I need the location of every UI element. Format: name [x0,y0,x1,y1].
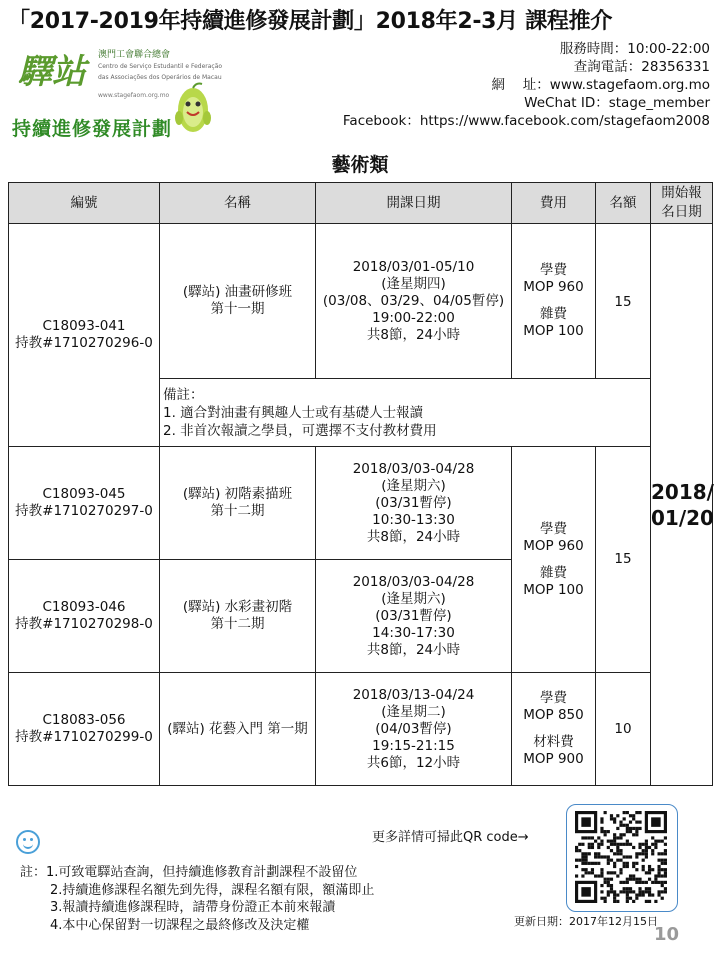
fee-spacer [512,724,595,734]
mascot-icon [170,80,216,136]
shared-quota-cell: 15 [596,447,651,673]
schedule-weekday: (逢星期六) [381,590,446,607]
schedule-weekday: (逢星期二) [381,703,446,720]
course-name-cell [160,447,316,560]
schedule-time: 19:00-22:00 [372,309,455,326]
course-name: (驛站) 油畫研修班 [182,284,293,300]
logo-web: www.stagefaom.org.mo [98,92,170,99]
course-code-cell [9,560,160,673]
schedule-sessions: 共8節，24小時 [366,326,461,343]
wechat-id: WeChat ID：stage_member [524,95,710,111]
misc-fee-amount: MOP 100 [523,581,584,598]
misc-fee-amount: MOP 100 [523,323,584,339]
qr-code-frame[interactable] [566,804,678,912]
schedule-pauses: (03/31暫停) [375,607,452,624]
header-name: 名稱 [160,183,316,224]
start-date-cell [651,224,713,786]
course-code-cell [9,447,160,560]
schedule-sessions: 共8節，24小時 [366,641,461,658]
course-name: (驛站) 水彩畫初階 [182,599,293,615]
course-permit: 持教#1710270297-0 [15,503,153,519]
fee-amount: MOP 850 [523,707,584,723]
course-code-cell [9,673,160,786]
course-name-cell [160,560,316,673]
course-name-cell [160,673,316,786]
page-number: 10 [654,924,680,945]
schedule-pauses: (04/03暫停) [375,720,452,737]
course-schedule-cell [316,447,512,560]
misc-fee-label: 雜費 [540,564,567,581]
schedule-dates: 2018/03/01-05/10 [352,258,475,275]
remark-item: 2. 非首次報讀之學員，可選擇不支付教材費用 [163,422,437,439]
service-hours: 服務時間：10:00-22:00 [559,41,710,57]
header-quota: 名額 [596,183,651,224]
remarks-cell [160,379,651,447]
smiley-icon [16,830,40,854]
remarks-label: 備註： [163,386,204,403]
material-fee-amount: MOP 900 [523,751,584,767]
course-code: C18093-045 [42,486,126,502]
more-info-text: 更多詳情可掃此QR code→ [372,830,529,845]
remark-item: 1. 適合對油畫有興趣人士或有基礎人士報讀 [163,404,424,421]
course-term: 第十一期 [210,301,265,317]
schedule-weekday: (逢星期四) [381,275,446,292]
phone: 查詢電話：28356331 [573,59,710,75]
notes-label: 註： [20,865,47,880]
page-title: 「2017-2019年持續進修發展計劃」2018年2-3月 課程推介 [8,9,613,34]
course-term: 第十二期 [210,616,265,632]
fee-amount: MOP 960 [523,279,584,295]
schedule-sessions: 共6節，12小時 [366,754,461,771]
schedule-dates: 2018/03/03-04/28 [352,460,475,477]
schedule-time: 10:30-13:30 [372,511,455,528]
schedule-weekday: (逢星期六) [381,477,446,494]
course-permit: 持教#1710270298-0 [15,616,153,632]
fee-label: 學費 [540,690,567,706]
schedule-dates: 2018/03/13-04/24 [352,686,475,703]
header-fee: 費用 [512,183,596,224]
updated-date: 更新日期：2017年12月15日 [514,915,658,928]
table-header-row [9,183,713,224]
course-name: (驛站) 花藝入門 第一期 [167,720,308,737]
course-schedule-cell [316,224,512,379]
fee-spacer [512,296,595,306]
table-row [9,224,713,379]
section-title: 藝術類 [331,154,389,176]
logo-org-name: 澳門工會聯合總會 [98,50,171,60]
material-fee-label: 材料費 [533,734,574,750]
logo-mark: 驛站 [18,52,86,92]
fee-label: 學費 [540,520,567,537]
start-date-year: 2018/ [651,479,714,504]
note-item: 3.報讀持續進修課程時，請帶身份證正本前來報讀 [50,900,336,915]
course-quota-cell: 10 [596,673,651,786]
table-row [9,447,713,560]
course-fee-cell [512,224,596,379]
fee-spacer [512,555,595,565]
course-permit: 持教#1710270299-0 [15,729,153,745]
schedule-pauses: (03/08、03/29、04/05暫停) [322,292,505,309]
header-schedule: 開課日期 [316,183,512,224]
start-date-day: 01/20 [651,505,714,530]
logo [12,40,312,140]
schedule-pauses: (03/31暫停) [375,494,452,511]
schedule-time: 19:15-21:15 [372,737,455,754]
logo-org [98,50,228,83]
header-code: 編號 [9,183,160,224]
note-item: 4.本中心保留對一切課程之最終修改及決定權 [50,917,310,933]
contact-info [343,40,710,130]
course-term: 第十二期 [210,503,265,519]
course-code: C18093-041 [42,318,126,334]
course-table [8,182,713,786]
course-code: C18093-046 [42,599,126,615]
misc-fee-label: 雜費 [540,306,567,322]
course-code: C18083-056 [42,712,126,728]
notes-list [20,864,374,934]
note-item [20,864,374,882]
table-row [9,673,713,786]
course-schedule-cell [316,673,512,786]
course-code-cell [9,224,160,447]
qr-code-icon[interactable] [575,811,667,903]
schedule-time: 14:30-17:30 [372,624,455,641]
shared-fee-cell [512,447,596,673]
course-quota-cell: 15 [596,224,651,379]
course-name-cell [160,224,316,379]
schedule-dates: 2018/03/03-04/28 [352,573,475,590]
fee-label: 學費 [540,262,567,278]
website: 網 址：www.stagefaom.org.mo [491,77,710,93]
schedule-sessions: 共8節，24小時 [366,528,461,545]
header-start-date: 開始報名日期 [651,183,713,224]
logo-org-subtitle: Centro de Serviço Estudantil e Federação das Associações dos Operários de Macau [98,63,223,81]
course-fee-cell [512,673,596,786]
fee-amount: MOP 960 [523,537,584,554]
course-permit: 持教#1710270296-0 [15,335,153,351]
course-schedule-cell [316,560,512,673]
logo-slogan: 持續進修發展計劃 [12,118,173,140]
facebook: Facebook：https://www.facebook.com/stagefaom2008 [342,113,710,129]
course-name: (驛站) 初階素描班 [182,486,293,502]
note-item: 2.持續進修課程名額先到先得，課程名額有限，額滿即止 [50,882,375,898]
note-text: 1.可致電驛站查詢，但持續進修教育計劃課程不設留位 [46,865,358,880]
